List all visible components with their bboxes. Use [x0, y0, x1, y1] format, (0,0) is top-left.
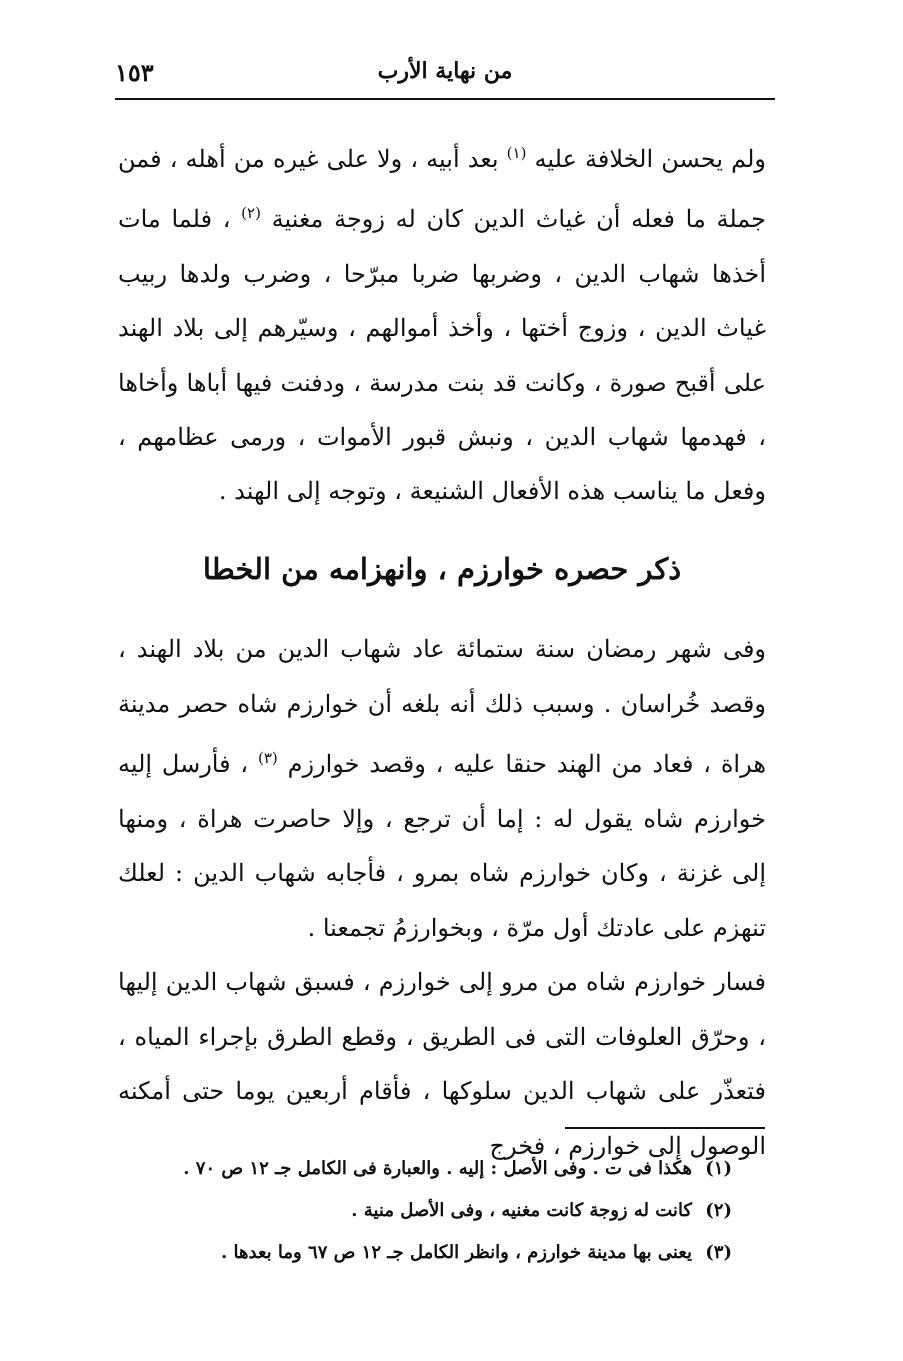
footnote-text: يعنى بها مدينة خوارزم ، وانظر الكامل جـ ١٢ ص ٦٧ وما بعدها . [221, 1242, 692, 1263]
running-title: من نهاية الأرب [377, 58, 513, 84]
paragraph-1-text-a: ولم يحسن الخلافة عليه [534, 145, 767, 173]
footnote-ref-2: (٢) [241, 204, 261, 223]
section-heading: ذكر حصره خوارزم ، وانهزامه من الخطا [202, 552, 682, 586]
paragraph-2 [118, 622, 766, 956]
paragraph-3-text: فسار خوارزم شاه من مرو إلى خوارزم ، فسبق شهاب الدين إليها ، وحرّق العلوفات التى فى الطريق ، وقطع الطرق بإجراء المياه ، فتعذّر على شهاب الدين سلوكها ، فأقام أربعين يوما حتى أمكنه الوصول إلى خوارزم ، فخرج [118, 968, 766, 1160]
paragraph-2-text-a: وفى شهر رمضان سنة ستمائة عاد شهاب الدين من بلاد الهند ، وقصد خُراسان . وسبب ذلك أنه بلغه أن خوارزم شاه حصر مدينة هراة ، فعاد من الهند حنقا عليه ، وقصد خوارزم [118, 635, 767, 779]
footnote-number: (٣) [705, 1242, 732, 1263]
footnote-text: هكذا فى ت . وفى الأصل : إليه . والعبارة فى الكامل جـ ١٢ ص ٧٠ . [183, 1158, 692, 1179]
footnote-number: (٢) [705, 1200, 732, 1221]
footnote [170, 1232, 732, 1274]
footnote-ref-3: (٣) [257, 749, 278, 768]
paragraph-1 [118, 126, 766, 519]
paragraph-1-text-c: ، فلما مات أخذها شهاب الدين ، وضربها ضربا مبرّحا ، وضرب ولدها ربيب غياث الدين ، وزوج أختها ، وأخذ أموالهم ، وسيّرهم إلى بلاد الهند على أقبح صورة ، وكانت قد بنت مدرسة ، ودفنت فيها أباها وأخاها ، فهدمها شهاب الدين ، ونبش قبور الأموات ، ورمى عظامهم ، وفعل ما يناسب هذه الأفعال الشنيعة ، وتوجه إلى الهند . [118, 205, 766, 506]
footnote-number: (١) [705, 1158, 732, 1179]
footnote [170, 1190, 732, 1232]
footnote-ref-1: (١) [506, 144, 527, 162]
footnote-text: كانت له زوجة كانت مغنيه ، وفى الأصل منية . [351, 1200, 692, 1221]
footnote-divider [565, 1127, 765, 1129]
paragraph-3 [118, 955, 766, 1173]
paragraph-1-text-b: بعد أبيه ، ولا على غيره من أهله ، فمن جملة ما فعله أن غياث الدين كان له زوجة مغنية [118, 145, 766, 234]
header-divider [115, 98, 775, 100]
page-header [115, 58, 775, 98]
footnotes [170, 1148, 732, 1274]
paragraph-2-text-b: ، فأرسل إليه خوارزم شاه يقول له : إما أن ترجع ، وإلا حاصرت هراة ، ومنها إلى غزنة ، وكان خوارزم شاه بمرو ، فأجابه شهاب الدين : لعلك تنهزم على عادتك أول مرّة ، وبخوارزمُ تجمعنا . [118, 750, 766, 942]
footnote [170, 1148, 732, 1190]
page-number: ١٥٣ [115, 58, 154, 87]
